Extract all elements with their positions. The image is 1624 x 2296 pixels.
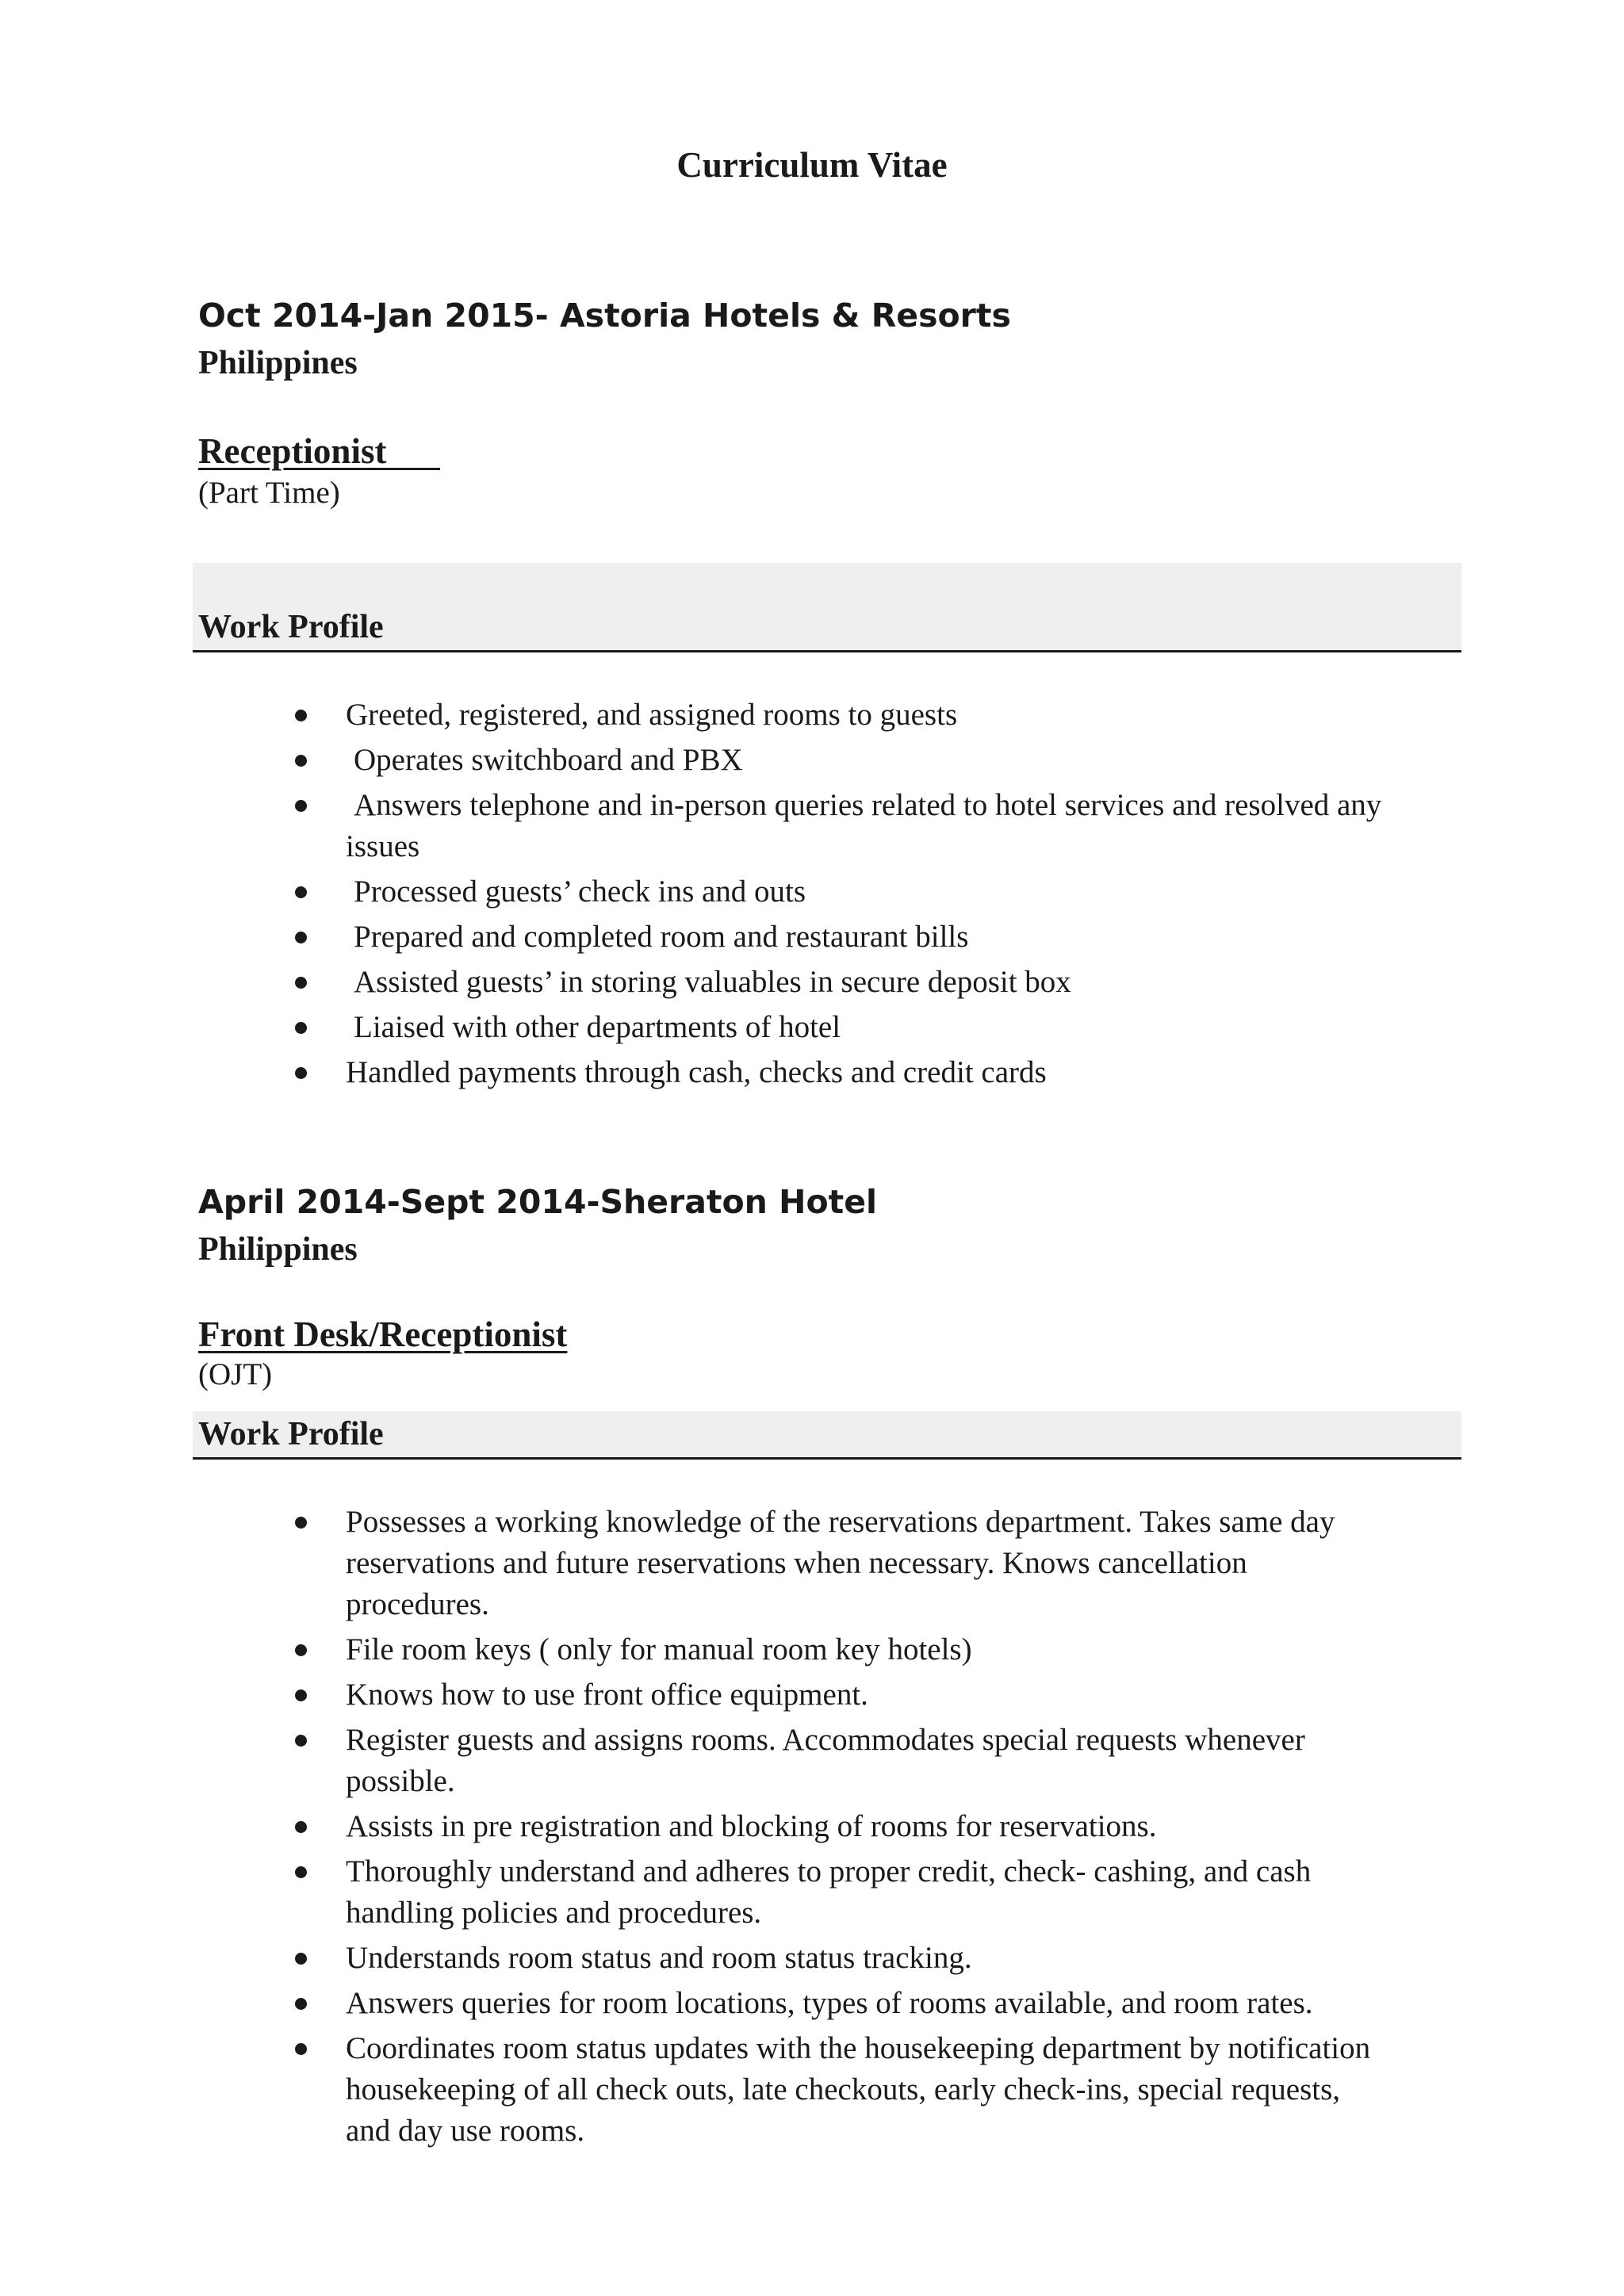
list-item	[285, 962, 1388, 1003]
duty-text: Answers queries for room locations, types of rooms available, and room rates.	[346, 1986, 1313, 2020]
bullet-icon	[295, 1866, 307, 1878]
bullet-icon	[295, 710, 307, 721]
bullet-icon	[295, 886, 307, 898]
list-item	[285, 785, 1388, 867]
list-item	[285, 1851, 1388, 1934]
list-item	[285, 1502, 1388, 1625]
bullet-icon	[295, 2043, 307, 2055]
bullet-icon	[295, 755, 307, 767]
list-item	[285, 1720, 1388, 1802]
duty-text: Processed guests’ check ins and outs	[354, 874, 806, 909]
bullet-icon	[295, 1689, 307, 1701]
bullet-icon	[295, 1998, 307, 2010]
list-item	[285, 1629, 1388, 1670]
duty-text: Assisted guests’ in storing valuables in secure deposit box	[354, 965, 1071, 999]
list-item	[285, 695, 1388, 736]
duty-text: Understands room status and room status tracking.	[346, 1941, 972, 1975]
duty-text: Coordinates room status updates with the housekeeping department by notification housekeeping of all check outs, late checkouts, early check-ins, special requests, and day use rooms.	[346, 2031, 1371, 2148]
bullet-icon	[295, 800, 307, 812]
job-2-work-profile-header	[193, 1411, 1461, 1460]
job-2-role: Front Desk/Receptionist	[198, 1314, 568, 1354]
job-1-heading: Oct 2014-Jan 2015- Astoria Hotels & Resorts	[198, 297, 1011, 335]
duty-text: Prepared and completed room and restaurant bills	[354, 920, 969, 954]
list-item	[285, 2028, 1388, 2152]
job-1-role-type: (Part Time)	[198, 476, 340, 510]
list-item	[285, 740, 1388, 781]
duty-text: Handled payments through cash, checks and credit cards	[346, 1055, 1047, 1089]
duty-text: Possesses a working knowledge of the reservations department. Takes same day reservations and future reservations when necessary. Knows cancellation procedures.	[346, 1505, 1335, 1621]
job-2-heading: April 2014-Sept 2014-Sheraton Hotel	[198, 1183, 878, 1221]
duty-text: Thoroughly understand and adheres to proper credit, check- cashing, and cash handling policies and procedures.	[346, 1854, 1312, 1930]
bullet-icon	[295, 1517, 307, 1529]
job-2-duties-list	[285, 1502, 1388, 2152]
bullet-icon	[295, 1821, 307, 1833]
bullet-icon	[295, 1953, 307, 1965]
document-title: Curriculum Vitae	[676, 145, 948, 185]
duty-text: Operates switchboard and PBX	[354, 743, 743, 777]
list-item	[285, 1806, 1388, 1847]
job-1-role: Receptionist	[198, 431, 440, 471]
job-1-location: Philippines	[198, 345, 358, 381]
bullet-icon	[295, 932, 307, 943]
list-item	[285, 1007, 1388, 1048]
duty-text: Assists in pre registration and blocking of rooms for reservations.	[346, 1809, 1157, 1843]
duty-text: Register guests and assigns rooms. Accommodates special requests whenever possible.	[346, 1723, 1305, 1798]
list-item	[285, 916, 1388, 958]
list-item	[285, 1938, 1388, 1979]
job-1-work-profile-header	[193, 563, 1461, 652]
duty-text: Knows how to use front office equipment.	[346, 1678, 868, 1712]
job-2-role-type: (OJT)	[198, 1357, 273, 1391]
duty-text: Liaised with other departments of hotel	[354, 1010, 841, 1044]
duty-text: File room keys ( only for manual room key hotels)	[346, 1632, 972, 1667]
bullet-icon	[295, 977, 307, 989]
bullet-icon	[295, 1735, 307, 1747]
list-item	[285, 871, 1388, 913]
duty-text: Answers telephone and in-person queries related to hotel services and resolved any issues	[346, 788, 1382, 863]
bullet-icon	[295, 1067, 307, 1079]
bullet-icon	[295, 1022, 307, 1034]
job-1-duties-list	[285, 695, 1388, 1093]
work-profile-label: Work Profile	[198, 609, 384, 645]
list-item	[285, 1052, 1388, 1093]
job-2-location: Philippines	[198, 1231, 358, 1268]
work-profile-label: Work Profile	[198, 1416, 384, 1452]
bullet-icon	[295, 1644, 307, 1656]
duty-text: Greeted, registered, and assigned rooms to guests	[346, 698, 958, 732]
list-item	[285, 1674, 1388, 1716]
list-item	[285, 1983, 1388, 2024]
